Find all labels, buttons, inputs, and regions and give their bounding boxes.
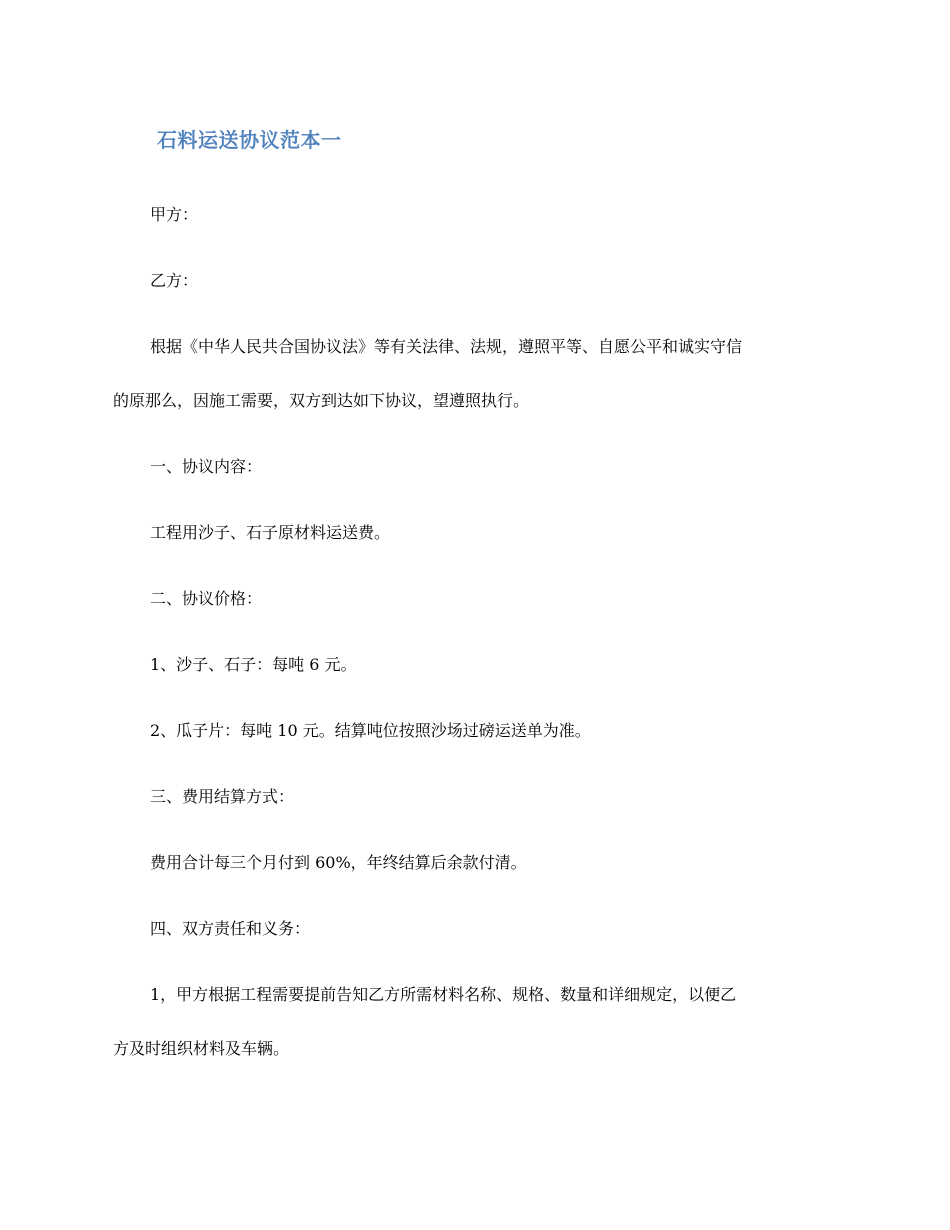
section-1-heading: 一、协议内容： <box>150 457 263 476</box>
document-title: 石料运送协议范本一 <box>157 128 342 152</box>
party-b-line: 乙方： <box>150 271 199 290</box>
preamble-line-2: 的原那么，因施工需要，双方到达如下协议，望遵照执行。 <box>113 391 530 410</box>
section-3-content: 费用合计每三个月付到 60%，年终结算后余款付清。 <box>150 853 527 872</box>
party-a-line: 甲方： <box>150 205 199 224</box>
preamble-line-1: 根据《中华人民共合国协议法》等有关法律、法规，遵照平等、自愿公平和诚实守信 <box>150 337 743 356</box>
section-4-heading: 四、双方责任和义务： <box>150 919 311 938</box>
section-1-content: 工程用沙子、石子原材料运送费。 <box>150 523 391 542</box>
section-2-heading: 二、协议价格： <box>150 589 263 608</box>
price-item-2: 2、瓜子片：每吨 10 元。结算吨位按照沙场过磅运送单为准。 <box>150 721 591 740</box>
duty-item-1-line-2: 方及时组织材料及车辆。 <box>113 1039 290 1058</box>
price-item-1: 1、沙子、石子：每吨 6 元。 <box>150 655 357 674</box>
section-3-heading: 三、费用结算方式： <box>150 787 295 806</box>
duty-item-1-line-1: 1，甲方根据工程需要提前告知乙方所需材料名称、规格、数量和详细规定，以便乙 <box>150 985 737 1004</box>
